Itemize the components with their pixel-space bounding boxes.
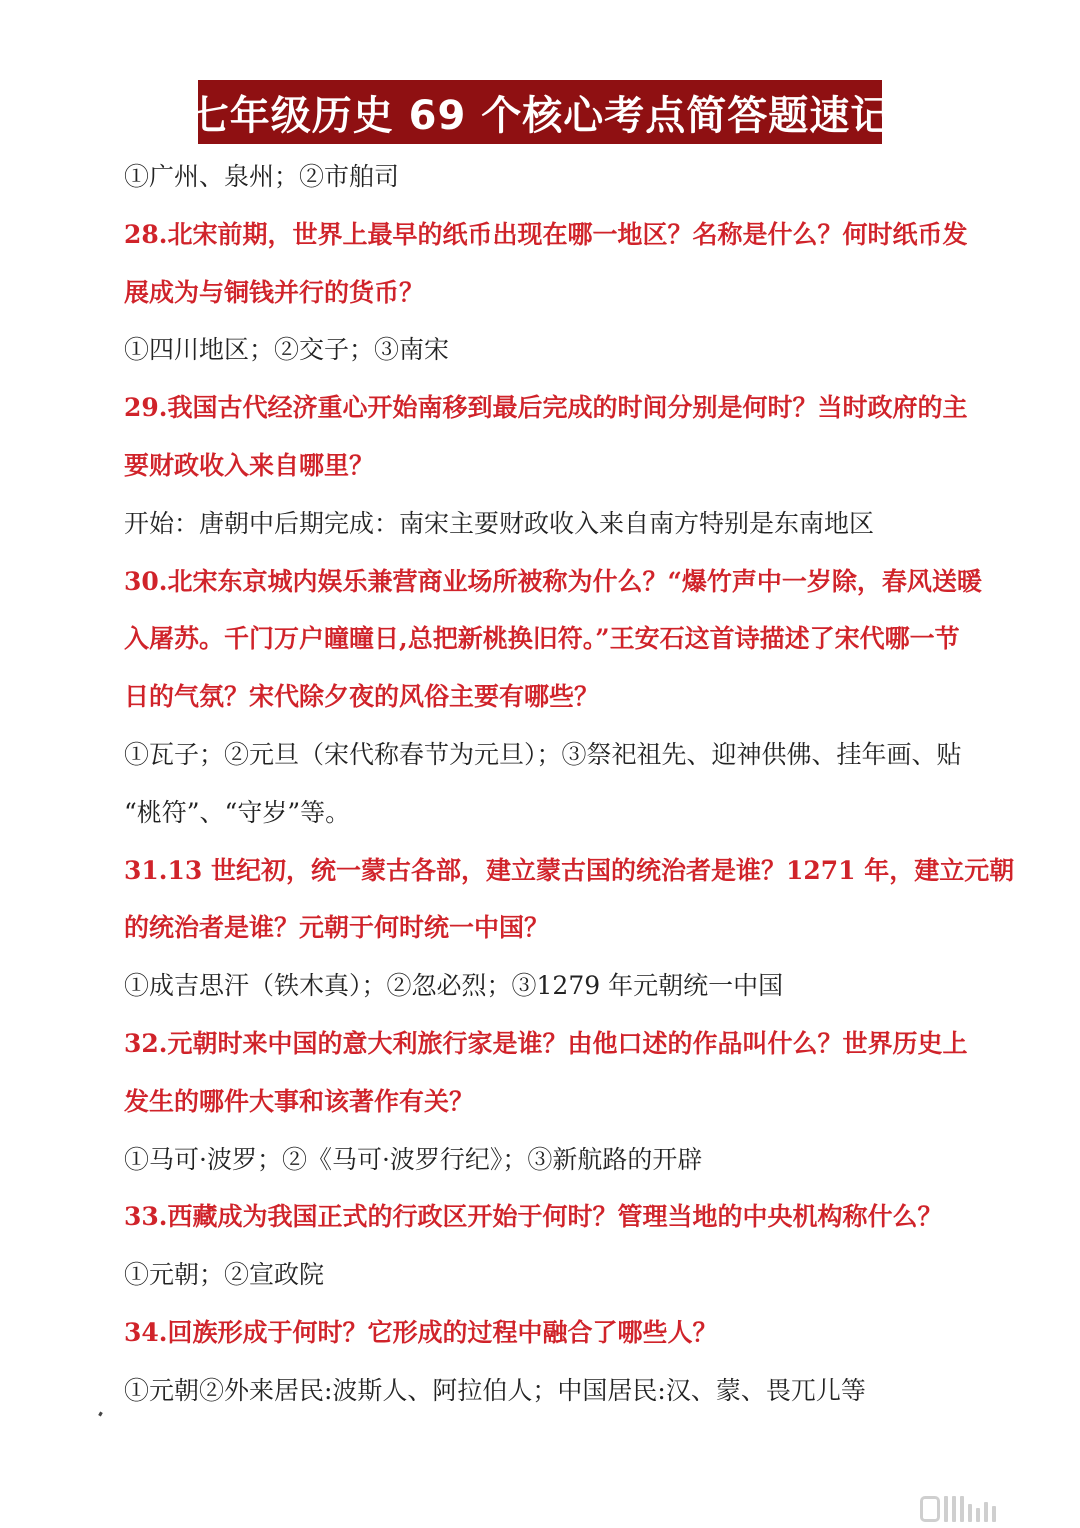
answer-line: ①元朝；②宣政院 [124,1260,325,1290]
question-line: 的统治者是谁？元朝于何时统一中国？ [124,913,550,943]
watermark-bar-icon [944,1496,948,1522]
watermark-logo [920,1492,996,1522]
watermark-bar-icon [952,1496,956,1522]
watermark-box-icon [920,1496,940,1522]
question-line: 入屠苏。千门万户曈曈日,总把新桃换旧符。”王安石这首诗描述了宋代哪一节 [124,624,960,654]
question-line: 32.元朝时来中国的意大利旅行家是谁？由他口述的作品叫什么？世界历史上 [124,1028,968,1058]
question-line: 展成为与铜钱并行的货币？ [124,277,425,307]
answer-line: ①四川地区；②交子；③南宋 [124,335,450,365]
question-line: 日的气氛？宋代除夕夜的风俗主要有哪些？ [124,682,600,712]
document-body [124,148,1015,1420]
watermark-bar-icon [960,1496,964,1522]
stray-mark [98,1412,103,1417]
question-line: 31.13 世纪初，统一蒙古各部，建立蒙古国的统治者是谁？1271 年，建立元朝 [124,855,1015,885]
question-line: 30.北宋东京城内娱乐兼营商业场所被称为什么？“爆竹声中一岁除，春风送暖 [124,566,982,596]
watermark-bar-icon [992,1506,996,1522]
question-line: 要财政收入来自哪里？ [124,450,375,480]
answer-line: ①马可·波罗；②《马可·波罗行纪》；③新航路的开辟 [124,1144,703,1174]
question-line: 29.我国古代经济重心开始南移到最后完成的时间分别是何时？当时政府的主 [124,393,968,423]
answer-line: “桃符”、“守岁”等。 [124,797,351,827]
page-title: 七年级历史 69 个核心考点简答题速记 [198,80,882,144]
question-line: 发生的哪件大事和该著作有关？ [124,1086,475,1116]
watermark-bar-icon [968,1504,972,1522]
answer-line: ①成吉思汗（铁木真）；②忽必烈；③1279 年元朝统一中国 [124,971,784,1001]
watermark-bar-icon [984,1502,988,1522]
answer-line: ①广州、泉州；②市舶司 [124,162,400,191]
question-line: 28.北宋前期，世界上最早的纸币出现在哪一地区？名称是什么？何时纸币发 [124,219,968,249]
question-line: 34.回族形成于何时？它形成的过程中融合了哪些人？ [124,1317,718,1347]
question-line: 33.西藏成为我国正式的行政区开始于何时？管理当地的中央机构称什么？ [124,1202,943,1232]
answer-line: ①元朝②外来居民:波斯人、阿拉伯人；中国居民:汉、蒙、畏兀儿等 [124,1375,866,1405]
watermark-bar-icon [976,1508,980,1522]
answer-line: 开始：唐朝中后期完成：南宋主要财政收入来自南方特别是东南地区 [124,508,875,538]
answer-line: ①瓦子；②元旦（宋代称春节为元旦）；③祭祀祖先、迎神供佛、挂年画、贴 [124,739,962,769]
